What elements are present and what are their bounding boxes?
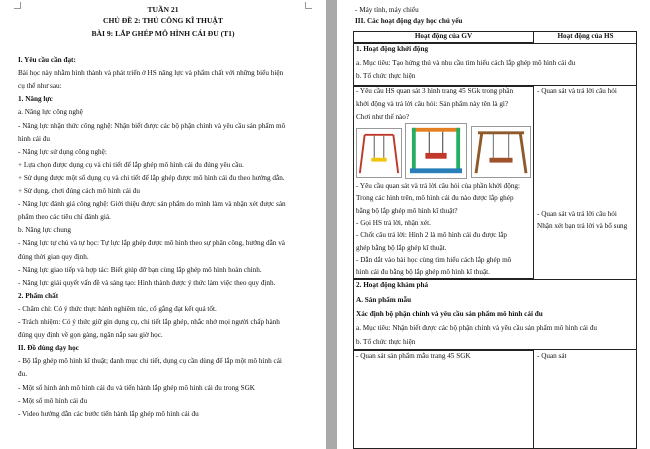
- left-body-line: b. Năng lực chung: [18, 226, 71, 235]
- swing-kit-icon: [405, 123, 467, 179]
- left-body-line: đu.: [18, 370, 27, 379]
- lesson-title: BÀI 9: LẮP GHÉP MÔ HÌNH CÁI ĐU (T1): [91, 29, 235, 38]
- hs1-answer: - Quan sát và trả lời câu hỏi: [537, 87, 617, 95]
- left-body-line: a. Năng lực công nghệ: [18, 108, 83, 117]
- gv1-after-line: hình cái đu bằng bộ lắp ghép mô hình kĩ thuật.: [356, 268, 490, 277]
- left-body-line: + Lựa chọn được dụng cụ và chi tiết để lắp ghép mô hình cái đu đúng yêu cầu.: [18, 160, 244, 169]
- hs2-line: - Quan sát: [537, 352, 567, 360]
- left-body-line: I. Yêu cầu cần đạt:: [18, 56, 76, 64]
- left-body-line: - Năng lực giải quyết vấn đề và sáng tạo: Hình thành được ý thức làm việc theo quy định.: [18, 278, 276, 287]
- swing-metal-icon: [356, 128, 402, 178]
- gv2-line: - Quan sát sản phẩm mẫu trang 45 SGK: [356, 352, 471, 360]
- act2-goal: a. Mục tiêu: Nhận biết được các bộ phận chính và yêu cầu sản phẩm mô hình cái đu: [356, 324, 598, 332]
- gv1-after-line: - Dẫn dắt vào bài học cùng tìm hiểu cách lắp ghép mô: [356, 255, 512, 264]
- equipment-line: - Máy tính, máy chiếu: [355, 6, 419, 14]
- gv1-after-line: - Gọi HS trả lời, nhận xét.: [356, 218, 431, 227]
- left-body-line: - Bộ lắp ghép mô hình kĩ thuật; đanh mục chi tiết, dụng cụ cần dùng để lắp một mô hình cái: [18, 357, 282, 366]
- act1-goal: a. Mục tiêu: Tạo hứng thú và nhu cầu tìm hiểu cách lắp ghép mô hình cái đu: [356, 59, 576, 67]
- left-body-line: - Năng lực tự chủ và tự học: Tự lực lắp ghép được mô hình theo sự phân công, hướng dẫn và: [18, 239, 285, 248]
- left-body-line: II. Đồ dùng dạy học: [18, 344, 79, 353]
- left-body-line: đúng quy định về gọn gàng, ngăn nắp sau giờ học.: [18, 331, 163, 340]
- right-page: [337, 0, 650, 449]
- gv1-after-line: ghép bằng bộ lắp ghép kĩ thuật.: [356, 243, 447, 252]
- left-body-line: - Năng lực đánh giá công nghệ: Giới thiệu được sản phẩm do mình làm và nhận xét được sản: [18, 200, 286, 209]
- left-body-line: 2. Phẩm chất: [18, 291, 59, 300]
- gv1-line: Chơi như thế nào?: [356, 113, 410, 121]
- sub-a-goal: Xác định bộ phận chính và yêu cầu sản phẩm mô hình cái đu: [356, 310, 543, 318]
- left-body-line: - Chăm chỉ: Có ý thức thực hành nghiêm túc, cố gắng đạt kết quả tốt.: [18, 304, 217, 313]
- hs1b-line: - Quan sát và trả lời câu hỏi: [537, 210, 617, 218]
- act1-org: b. Tổ chức thực hiện: [356, 72, 416, 80]
- left-body-line: - Video hướng dẫn các bước tiến hành lắp ghép mô hình cái đu: [18, 409, 199, 418]
- section-title: III. Các hoạt động dạy học chủ yếu: [355, 17, 463, 25]
- gv1-line: - Yêu cầu HS quan sát 3 hình trang 45 SGk trong phần: [356, 87, 514, 95]
- gv1-after-line: - Yêu cầu quan sát và trả lời câu hỏi của phần khởi động:: [356, 182, 521, 190]
- col-hs-header: Hoạt động của HS: [557, 32, 614, 40]
- sub-a-title: A. Sản phẩm mẫu: [356, 296, 412, 304]
- gv1-line: khởi động và trả lời câu hỏi: Sản phẩm này tên là gì?: [356, 100, 509, 108]
- left-body-line: hình cái đu: [18, 134, 50, 143]
- left-body-line: 1. Năng lực: [18, 95, 53, 104]
- left-body-line: - Năng lực nhận thức công nghệ: Nhận biết được các bộ phận chính và yêu cầu sản phẩm mô: [18, 121, 286, 130]
- left-body-line: + Sử dụng được một số dụng cụ và chi tiết để lắp ghép được mô hình cái đu theo hướng dẫn.: [18, 173, 285, 182]
- left-body-line: phẩm theo các tiêu chí đánh giá.: [18, 213, 111, 222]
- gv1-after-line: bằng bộ lắp ghép mô hình kĩ thuật?: [356, 206, 458, 215]
- left-body-line: đúng thời gian quy định.: [18, 252, 89, 261]
- act2-title: 2. Hoạt động khám phá: [356, 281, 429, 289]
- left-body-line: Bài học này nhằm hình thành và phát triển ở HS năng lực và phẩm chất với những biểu hiện: [18, 69, 284, 78]
- gv1-after-line: - Chốt câu trả lời: Hình 2 là mô hình cái đu được lắp: [356, 231, 508, 240]
- left-body-line: - Một số mô hình cái đu: [18, 396, 88, 405]
- left-body-line: + Sử dụng, chơi đúng cách mô hình cái đu: [18, 187, 140, 195]
- act2-org: b. Tổ chức thực hiện: [356, 338, 416, 346]
- left-body-line: - Trách nhiệm: Có ý thức giữ gìn dụng cụ, chi tiết lắp ghép, nhắc nhở mọi người chấp hành: [18, 318, 280, 326]
- swing-wooden-icon: [471, 126, 531, 178]
- left-body-line: - Năng lực giao tiếp và hợp tác: Biết giúp đỡ bạn cùng lắp ghép mô hình hoàn chỉnh.: [18, 265, 262, 274]
- gv1-after-line: Trong các hình trên, mô hình cái đu nào được lắp ghép: [356, 194, 514, 203]
- col-gv-header: Hoạt động của GV: [414, 32, 473, 40]
- topic-title: CHỦ ĐỀ 2: THỦ CÔNG KĨ THUẬT: [103, 16, 223, 25]
- left-body-line: - Một số hình ảnh mô hình cái đu và tiến hành lắp ghép mô hình cái đu trong SGK: [18, 383, 255, 392]
- left-body-line: - Năng lực sử dụng công nghệ:: [18, 147, 107, 156]
- hs1b-line: Nhận xét bạn trả lời và bổ sung: [537, 222, 628, 230]
- act1-title: 1. Hoạt động khởi động: [356, 45, 429, 53]
- left-body-line: cụ thể như sau:: [18, 82, 62, 91]
- week-label: TUẦN 21: [147, 5, 179, 14]
- act2-gv-cell: [353, 350, 534, 449]
